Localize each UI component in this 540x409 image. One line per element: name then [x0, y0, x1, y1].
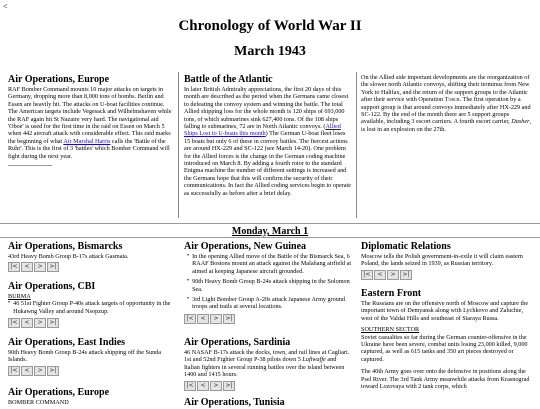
tunisia-block [184, 397, 352, 409]
sardinia-block [184, 337, 352, 391]
column-divider [178, 72, 179, 218]
section-text: The Russians are on the offensive north of Moscow and capture the important town of Demyansk along with Lychkovo and Zaluchie, west of the Valdai Hills and southeast of Staraya Russa. [361, 300, 529, 322]
divider [0, 237, 540, 238]
divider [0, 223, 540, 224]
section-heading: Air Operations, East Indies [8, 337, 126, 348]
section-text: The 40th Army goes over onto the defensive in positions along the Psel River. The 3rd Tank Army meanwhile attacks from Krasnograd toward Lozovaya with 2 tank corps, which [361, 368, 530, 391]
subsection-heading: BURMA [8, 293, 31, 300]
last-button[interactable]: >| [223, 314, 235, 324]
first-button[interactable]: |< [8, 262, 20, 272]
section-heading: Air Operations, CBI [8, 281, 96, 292]
overview-support-groups [361, 74, 533, 133]
next-button[interactable]: > [34, 318, 46, 328]
section-heading: Air Operations, Europe [8, 74, 110, 85]
prev-button[interactable]: < [21, 366, 33, 376]
next-button[interactable]: > [387, 270, 399, 280]
next-button[interactable]: > [34, 262, 46, 272]
list-item: • 90th Heavy Bomb Group B-24s attack shipping in the Solomon Sea. [187, 278, 350, 293]
section-text: On the Allied side important developments are the reorganization of the slower north Atlantic convoys, shifting their terminus from New York to Halifax, and the return of the support groups to the Atlantic after their service with Operation Torch. The first operation by a support group is that around convoys immediately after HX-229 and SC-122. By the end of the month there are 5 support groups available, including 3 escort carriers. A fourth escort carrier, Dasher, is lost in an explosion on the 27th. [361, 74, 532, 133]
day-heading: Monday, March 1 [231, 226, 309, 237]
prev-button[interactable]: < [21, 262, 33, 272]
section-text: Moscow tells the Polish government-in-exile it will claim eastern Poland, the lands seized in 1939, as Russian territory. [361, 253, 523, 268]
overview-atlantic [184, 74, 352, 197]
section-text: 43rd Heavy Bomb Group B-17s attack Gasmata. [8, 253, 129, 260]
east-indies-block [8, 337, 174, 376]
prev-button[interactable]: < [374, 270, 386, 280]
list-item: • In the opening Allied move of the Battle of the Bismarck Sea, 6 RAAF Bostons mount an attack against the Malahang airfield at aimed at keeping Japanese aircraft grounded. [187, 253, 352, 275]
eastern-front-block [361, 288, 533, 390]
section-heading: Air Operations, Tunisia [184, 397, 285, 408]
divider [8, 165, 52, 166]
subsection-heading: SOUTHERN SECTOR [361, 326, 420, 334]
last-button[interactable]: >| [47, 262, 59, 272]
section-heading: Air Operations, Bismarcks [8, 241, 123, 252]
prev-button[interactable]: < [21, 318, 33, 328]
back-link[interactable]: < [3, 2, 8, 11]
list-item: • 46 51st Fighter Group P-40s attack targets of opportunity in the Hukawng Valley and around Nsopzup. [8, 300, 171, 315]
air-marshal-harris-link[interactable]: Air Marshal Harris [63, 137, 111, 145]
section-text: Soviet casualties so far during the German counter-offensive in the Ukraine have been severe, combat units losing 23,000 killed, 9,000 captured, as well as 615 tanks and 350 art pieces destroyed or captured. [361, 333, 528, 363]
entry-nav [8, 262, 174, 272]
overview-air-europe [8, 74, 174, 166]
bismarcks-block [8, 241, 174, 272]
next-button[interactable]: > [210, 381, 222, 391]
section-text: 46 NASAF B-17s attack the docks, town, and rail lines at Cagliari. 1st and 52nd Fighter Group P-38 pilots down 5 Luftwaffe and Italian fighters in several running battles over the island between 1400 and 1415 hours. [184, 349, 350, 379]
last-button[interactable]: >| [223, 381, 235, 391]
entry-nav [361, 270, 533, 280]
section-heading: Air Operations, Sardinia [184, 337, 291, 348]
entry-nav [184, 314, 352, 324]
first-button[interactable]: |< [184, 314, 196, 324]
first-button[interactable]: |< [184, 381, 196, 391]
section-heading: Battle of the Atlantic [184, 74, 273, 85]
section-heading: Air Operations, Europe [8, 387, 110, 398]
first-button[interactable]: |< [8, 366, 20, 376]
next-button[interactable]: > [210, 314, 222, 324]
subsection-heading: BOMBER COMMAND [8, 399, 69, 406]
page-subtitle: March 1943 [234, 44, 306, 59]
section-heading: Eastern Front [361, 288, 422, 299]
first-button[interactable]: |< [361, 270, 373, 280]
entry-nav [8, 318, 174, 328]
section-text: 90th Heavy Bomb Group B-24s attack shipping off the Sunda Islands. [8, 349, 162, 364]
section-heading: Diplomatic Relations [361, 241, 451, 252]
cbi-block [8, 281, 174, 328]
page-title: Chronology of World War II [178, 18, 362, 34]
prev-button[interactable]: < [197, 381, 209, 391]
entry-nav [8, 366, 174, 376]
last-button[interactable]: >| [47, 318, 59, 328]
air-europe-day-block [8, 387, 174, 406]
last-button[interactable]: >| [400, 270, 412, 280]
first-button[interactable]: |< [8, 318, 20, 328]
column-divider [356, 72, 357, 218]
diplomatic-block [361, 241, 533, 280]
list-item: • 3rd Light Bomber Group A-20s attack Japanese Army ground troops and trails at several locations. [187, 296, 346, 311]
section-text: RAF Bomber Command mounts 10 major attacks on targets in Germany, dropping more than 8,000 tons of bombs. Berlin and Essen are heavily hit. The attacks on U-boat facilities continue. The American targets include Vegesack and Wilhelmshaven while the RAF again hit St Nazaire very hard. The navigational aid 'Oboe' is used for the first time in the raid on Essen on March 5 when 442 aircraft attack with considerable effect. This raid marks the beginning of what Air Marshal Harris calls the 'Battle of the Ruhr'. This is the first of 3 'battles' which Bomber Command will fight during the next year. [8, 86, 172, 160]
last-button[interactable]: >| [47, 366, 59, 376]
new-guinea-block [184, 241, 352, 324]
allied-ships-lost-link[interactable]: Allied Ships Lost to U-boats this month [184, 123, 341, 138]
entry-nav [184, 381, 352, 391]
next-button[interactable]: > [34, 366, 46, 376]
section-heading: Air Operations, New Guinea [184, 241, 307, 252]
prev-button[interactable]: < [197, 314, 209, 324]
section-text: In later British Admiralty appreciations, the first 20 days of this month are described as the period when the Germans came closest to defeating the convoy system and winning the battle. The total Allied shipping loss for the whole month is 120 ships of 693,000 tons, of which submarines sink 627,400 tons. Of the 108 ships falling to submarines, 72 are in North Atlantic convoys. (Allied Ships Lost to U-boats this month) The German U-boat fleet loses 15 boats but only 6 of these in convoy battles. The fiercest actions are around HX-229 and SC-122 (see March 14-20). One problem for the Allied forces is the change in the German coding machine introduced on March 8. By adding a fourth rotor to the standard Enigma machine the number of different settings is increased and the Germans hope that this will confirm the security of their communications. In fact the Allied coding services begin to operate as successfully as before after a brief delay. [184, 86, 352, 197]
